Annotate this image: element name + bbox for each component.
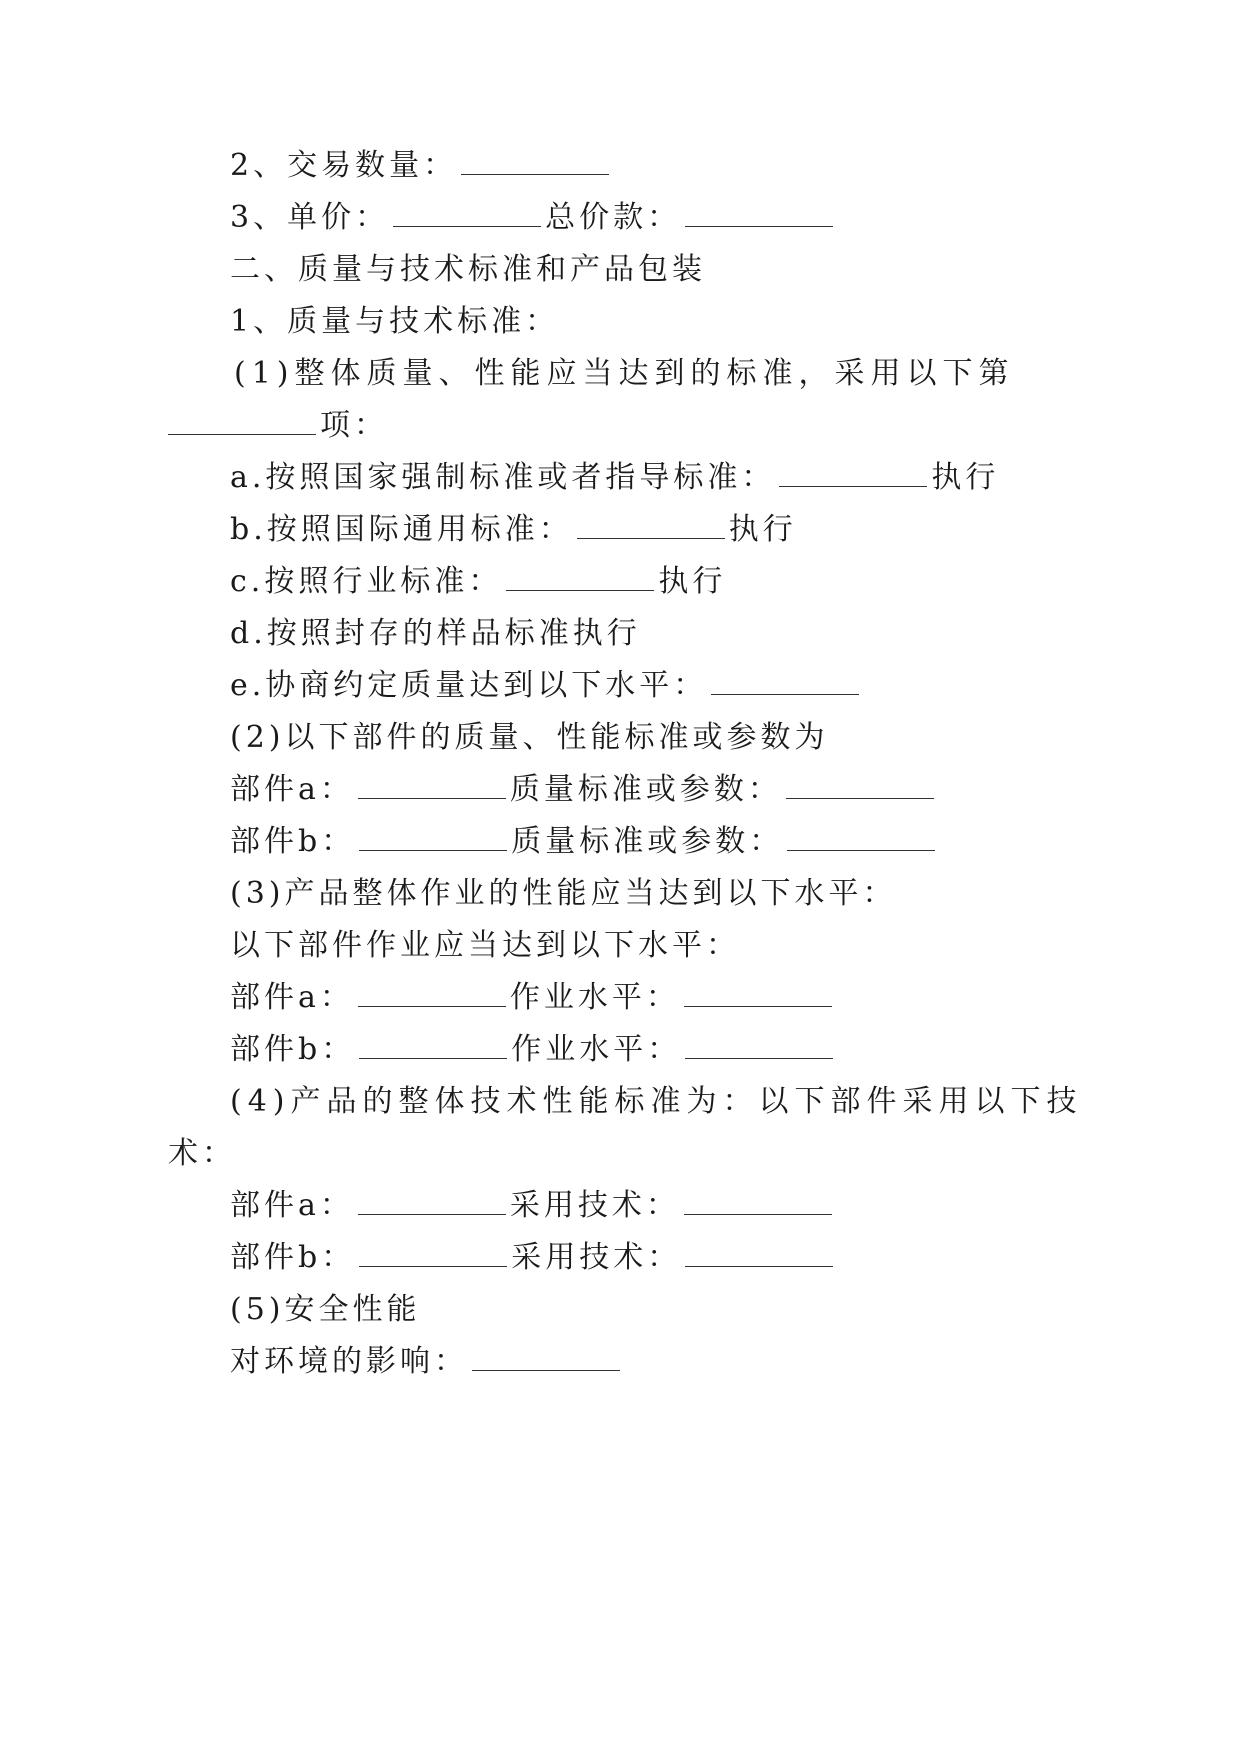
fill-blank: [786, 772, 934, 799]
line-text: 3、单价：: [230, 200, 390, 235]
line-text: 执行: [728, 512, 797, 547]
fill-blank: [506, 564, 654, 591]
line-text: 部件b：: [230, 1032, 356, 1067]
line-text: 作业水平：: [511, 1032, 682, 1067]
line-text: 总价款：: [545, 200, 682, 235]
line-text: 采用技术：: [509, 1188, 680, 1223]
text-line: [168, 1134, 236, 1174]
line-text: 二、质量与技术标准和产品包装: [230, 252, 706, 287]
line-text: 执行: [658, 564, 727, 599]
text-line: [230, 770, 938, 810]
fill-blank: [685, 1240, 833, 1267]
line-text: a.按照国家强制标准或者指导标准：: [230, 460, 776, 495]
fill-blank: [685, 1032, 833, 1059]
fill-blank: [684, 980, 832, 1007]
line-text: 部件a：: [230, 772, 354, 807]
text-line: [230, 718, 829, 758]
text-line: [230, 978, 836, 1018]
line-text: 采用技术：: [511, 1240, 682, 1275]
fill-blank: [358, 980, 506, 1007]
section-heading: [230, 250, 706, 290]
text-line: [230, 1030, 837, 1070]
line-text: 执行: [931, 460, 1000, 495]
text-line: [230, 1238, 837, 1278]
fill-blank: [359, 1240, 507, 1267]
line-text: (4)产品的整体技术性能标准为：以下部件采用以下技: [230, 1084, 1083, 1119]
line-text: 质量标准或参数：: [511, 824, 784, 859]
text-line: [230, 874, 897, 914]
fill-blank: [359, 1032, 507, 1059]
line-text: 作业水平：: [509, 980, 680, 1015]
line-text: c.按照行业标准：: [230, 564, 503, 599]
line-text: (2)以下部件的质量、性能标准或参数为: [230, 720, 829, 755]
fill-blank: [461, 148, 609, 175]
fill-blank: [684, 1188, 832, 1215]
line-text: e.协商约定质量达到以下水平：: [230, 668, 708, 703]
fill-blank: [472, 1344, 620, 1371]
text-line: [234, 354, 1015, 394]
text-line: [168, 406, 388, 446]
fill-blank: [779, 460, 927, 487]
line-text: 1、质量与技术标准：: [230, 304, 560, 339]
text-line: [230, 1342, 624, 1382]
line-text: 部件b：: [230, 824, 356, 859]
text-line: [230, 458, 999, 498]
text-line: [230, 666, 863, 706]
text-line: [230, 614, 641, 654]
text-line: [230, 822, 939, 862]
line-text: d.按照封存的样品标准执行: [230, 616, 641, 651]
line-text: 2、交易数量：: [230, 148, 458, 183]
line-text: (5)安全性能: [230, 1292, 421, 1327]
fill-blank: [168, 408, 316, 435]
text-line: [230, 198, 837, 238]
line-text: 术：: [168, 1136, 236, 1171]
text-line: [230, 562, 726, 602]
line-text: 部件b：: [230, 1240, 356, 1275]
fill-blank: [358, 772, 506, 799]
line-text: 对环境的影响：: [230, 1344, 468, 1379]
line-text: 部件a：: [230, 1188, 354, 1223]
line-text: (1)整体质量、性能应当达到的标准，采用以下第: [234, 356, 1015, 391]
line-text: 部件a：: [230, 980, 354, 1015]
line-text: (3)产品整体作业的性能应当达到以下水平：: [230, 876, 897, 911]
fill-blank: [393, 200, 541, 227]
line-text: 项：: [320, 408, 388, 443]
text-line: [230, 146, 613, 186]
subsection-heading: [230, 302, 559, 342]
line-text: b.按照国际通用标准：: [230, 512, 573, 547]
fill-blank: [577, 512, 725, 539]
text-line: [230, 926, 740, 966]
text-line: [230, 1186, 836, 1226]
fill-blank: [711, 668, 859, 695]
fill-blank: [787, 824, 935, 851]
line-text: 质量标准或参数：: [509, 772, 782, 807]
fill-blank: [685, 200, 833, 227]
fill-blank: [358, 1188, 506, 1215]
fill-blank: [359, 824, 507, 851]
line-text: 以下部件作业应当达到以下水平：: [230, 928, 740, 963]
text-line: [230, 1082, 1083, 1122]
text-line: [230, 510, 797, 550]
text-line: [230, 1290, 421, 1330]
